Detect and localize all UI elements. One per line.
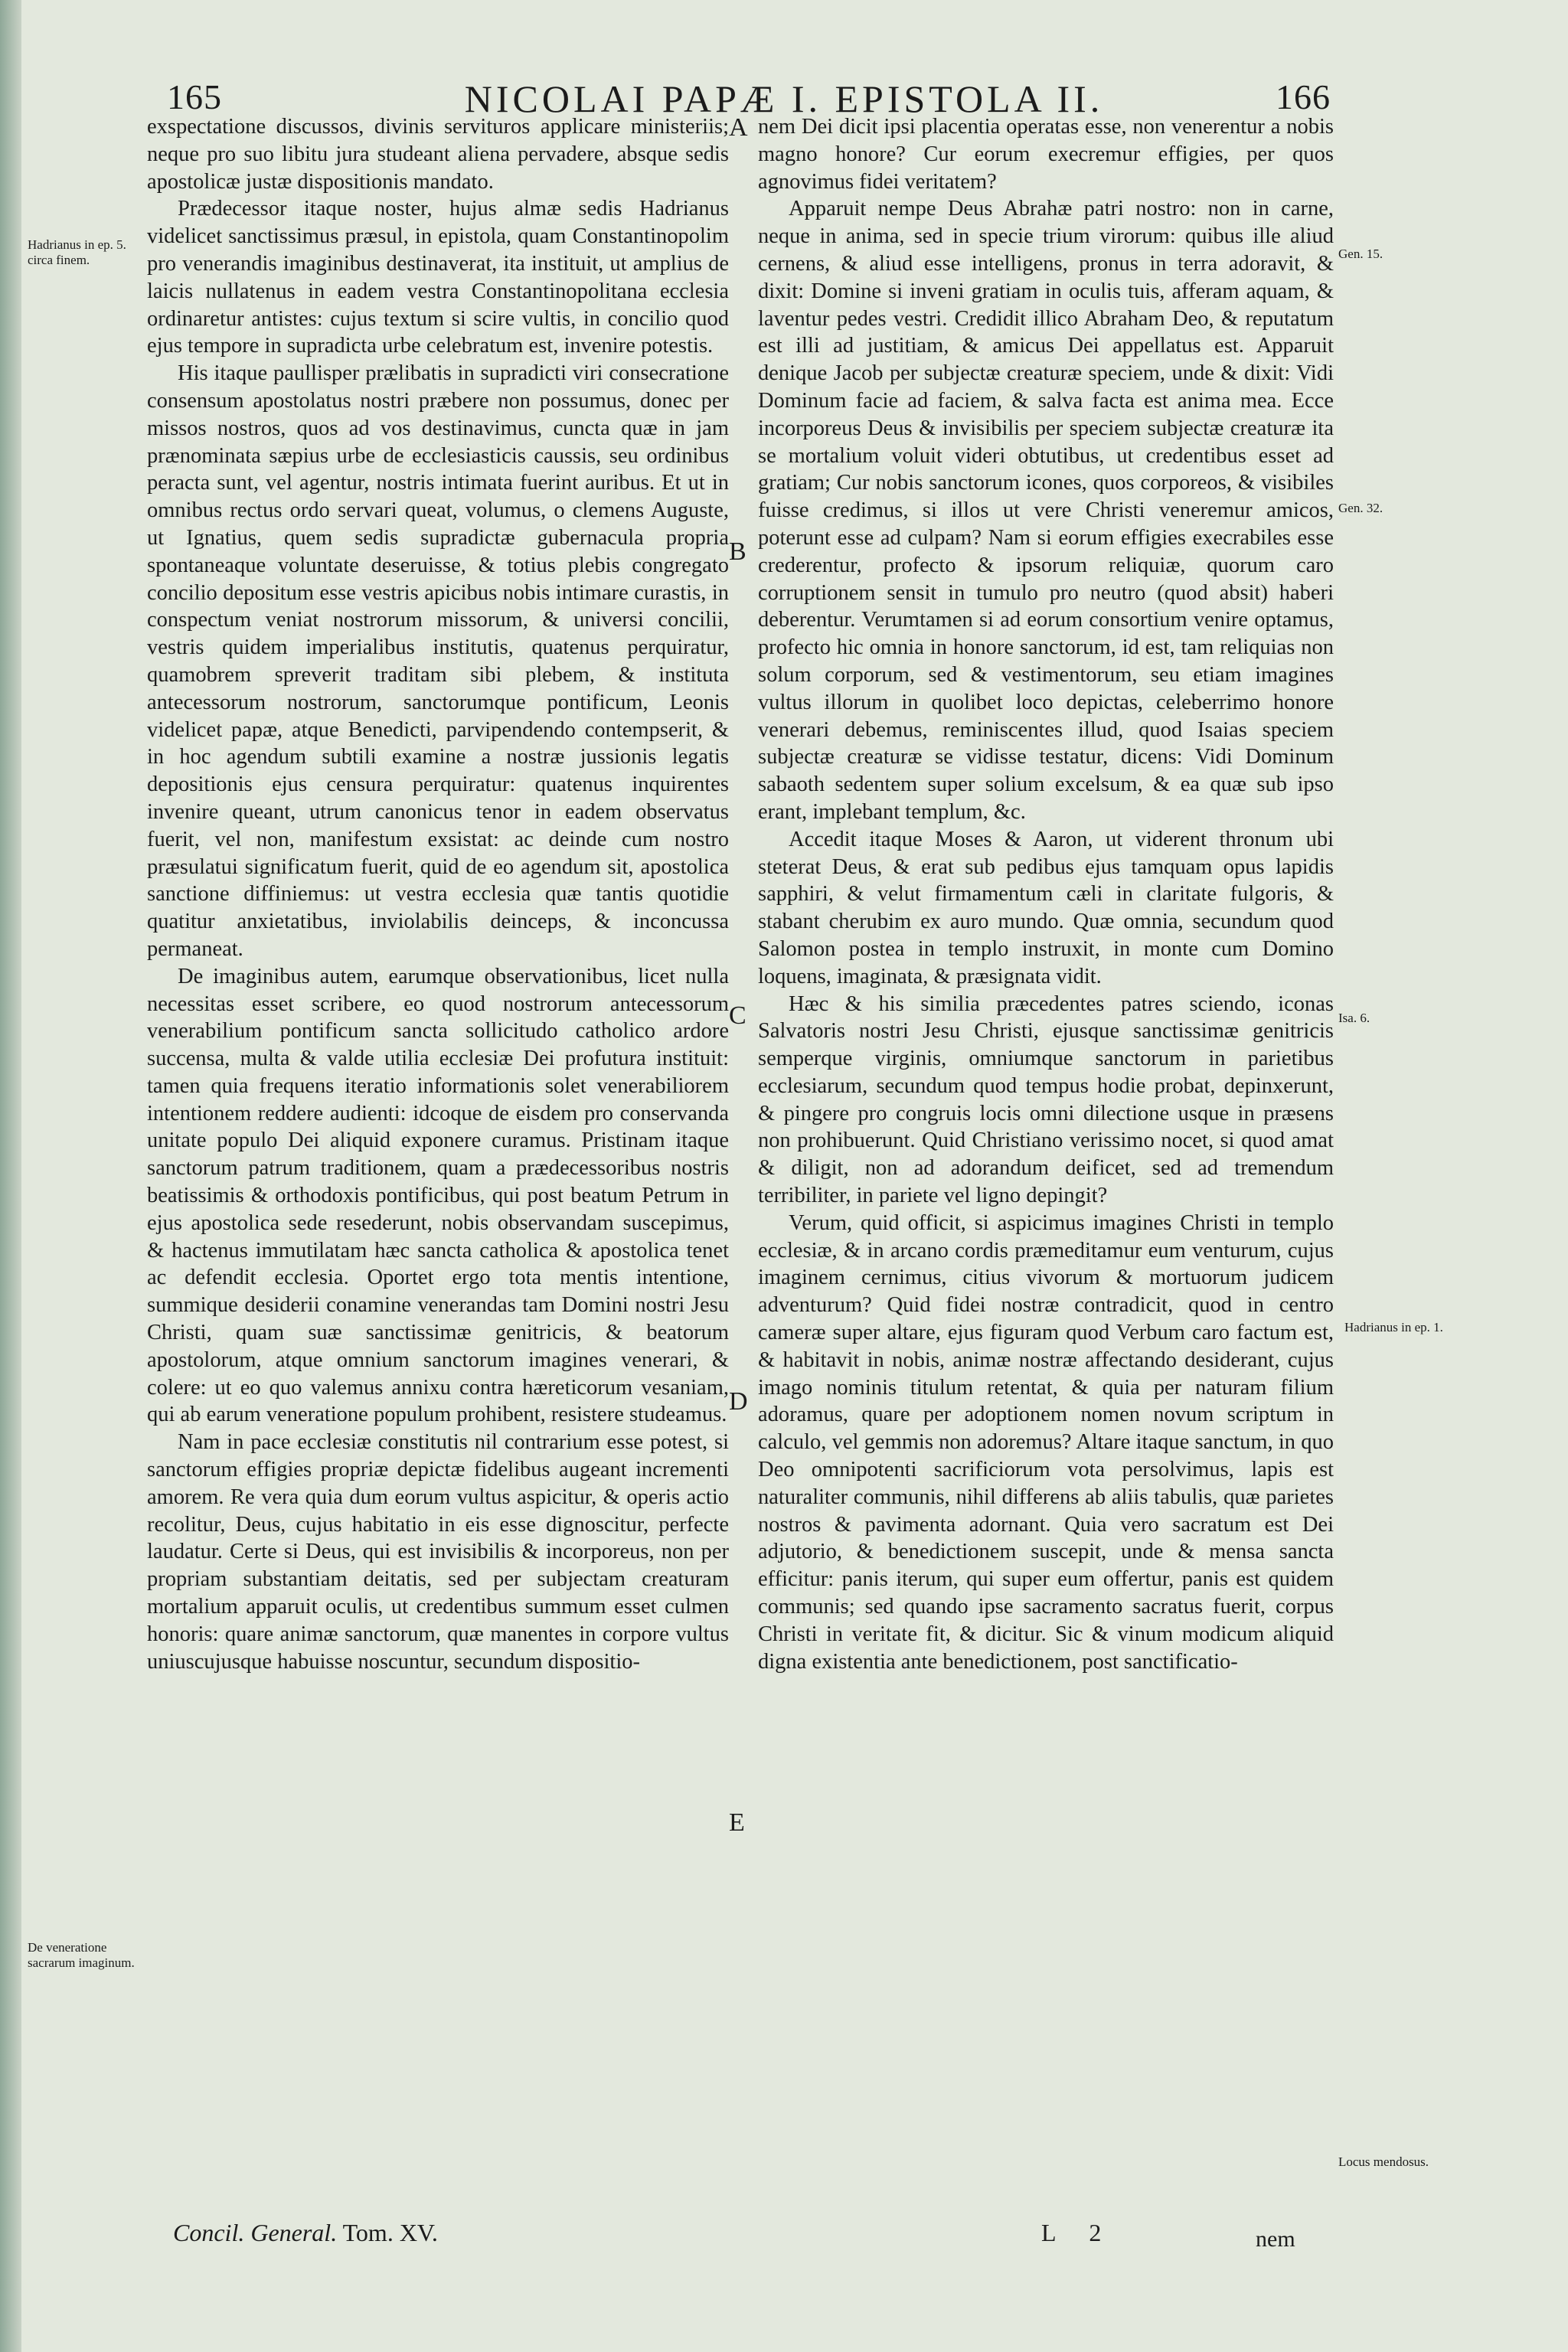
margin-note: Gen. 32. [1338, 501, 1383, 515]
right-column [758, 113, 1334, 1675]
margin-note: Hadrianus in ep. 5. circa finem. [28, 237, 126, 267]
page-number-right: 166 [1276, 77, 1331, 116]
volume-tome: Tom. XV. [342, 2219, 438, 2246]
paragraph: His itaque paullisper prælibatis in supradicti viri consecratione consensum apostolatus nostri præbere non possumus, donec per missos nostros, quos ad vos destinavimus, cuncta quæ in jam prænominata sæpius urbe de ecclesiasticis caussis, seu ordinibus peracta sunt, vel agentur, nostris intimata fuerint auribus. Et ut in omnibus rectus ordo servari queat, volumus, o clemens Auguste, ut Ignatius, quem sedis supradictæ gubernacula propria spontaneaque voluntate deseruisse, & totius plebis congregato concilio depositum esse vestris apicibus nobis intimare curastis, in conspectum veniat nostrorum missorum, & universi concilii, vestris quidem imperialibus institutis, quatenus perquiratur, quamobrem spreverit traditam sibi plebem, & instituta antecessorum nostrorum, sanctorumque pontificum, Leonis videlicet papæ, atque Benedicti, parvipendendo contempserit, & in hoc agendum subtili examine a nostræ jussionis legatis depositionis ejus censura perquiratur: quatenus inquirentes invenire queant, utrum canonicus tenor in eadem observatus fuerit, vel non, manifestum exsistat: ac deinde cum nostro præsulatui significatum fuerit, quid de eo agendum sit, apostolica sanctione diffiniemus: ut vestra ecclesia quæ tantis quotidie quatitur anxietatibus, inviolabilis deinceps, & inconcussa permaneat. [147, 361, 729, 961]
paragraph: Verum, quid officit, si aspicimus imagines Christi in templo ecclesiæ, & in arcano cordis præmeditamur eum venturum, cujus imaginem cernimus, citius vivorum & mortuorum judicem adventurum? Quid fidei nostræ contradicit, quod in centro cameræ super altare, ejus figuram quod Verbum caro factum est, & habitavit in nobis, animæ nostræ affectando desiderant, cujus imago nominis titulum retentat, & quia per naturam filium adoramus, quare per adoptionem nomen novum scriptum in calculo, vel gemmis non adoremus? Altare itaque sanctum, in quo Deo omnipotenti sacrificiorum vota persolvimus, lapis est naturaliter communis, nihil differens ab aliis tabulis, quæ parietes nostros & pavimenta adornant. Quia vero sacratum est Dei adjutorio, & benedictionem suscepit, unde & mensa sancta efficitur: panis iterum, qui super eum offertur, panis est quidem communis; sed quando ipse sacramento sacratus fuerit, corpus Christi in veritate fit, & dicitur. Sic & vinum modicum aliquid digna existentia ante benedictionem, post sanctificatio- [758, 1210, 1334, 1674]
paragraph: De imaginibus autem, earumque observationibus, licet nulla necessitas esset scribere, eo quod nostrorum antecessorum venerabilium pontificum sancta sollicitudo catholico ardore succensa, multa & valde utilia ecclesiæ Dei profutura instituit: tamen quia frequens iteratio informationis solet venerabiliorem intentionem reddere audienti: idcoque de eisdem pro conservanda unitate populo Dei aliquid exponere curamus. Pristinam itaque sanctorum patrum traditionem, quam a prædecessoribus nostris beatissimis & orthodoxis pontificibus, qui post beatum Petrum in ejus apostolica sede resederunt, nobis observandam suscepimus, & hactenus immutilatam hæc sancta catholica & apostolica tenet ac defendit ecclesia. Oportet ergo tota mentis intentione, summique desiderii conamine venerandas tam Domini nostri Jesu Christi, quam suæ sanctissimæ genitricis, & beatorum apostolorum, atque omnium sanctorum imagines venerari, & colere: ut eo quo valemus annixu contra hæreticorum vesaniam, qui ab earum veneratione populum prohibent, resistere studeamus. [147, 964, 729, 1427]
paragraph: Nam in pace ecclesiæ constitutis nil contrarium esse potest, si sanctorum effigies propriæ depictæ fidelibus augeant incrementi amorem. Re vera quia dum eorum vultus aspicitur, & operis actio recolitur, Deus, cujus habitatio in eis esse dignoscitur, perfecte laudatur. Certe si Deus, qui est invisibilis & incorporeus, non per propriam substantiam deitatis, sed per subjectam creaturam mortalium apparuit oculis, ut credentibus summum esset culmen honoris: quare animæ sanctorum, quæ manentes in corpore vultus uniuscujusque habuisse noscuntur, secundum dispositio- [147, 1430, 729, 1674]
volume-reference [173, 2219, 438, 2247]
paragraph: Prædecessor itaque noster, hujus almæ sedis Hadrianus videlicet sanctissimus præsul, in epistola, quam Constantinopolim pro venerandis imaginibus destinaverat, ita instituit, ut amplius de laicis nullatenus in eadem vestra Constantinopolitana ecclesia ordinaretur antistes: cujus textum si scire vultis, in concilio quod ejus tempore in supradicta urbe celebratum est, invenire potestis. [147, 197, 729, 358]
section-letter-b: B [729, 537, 746, 566]
page-number-left: 165 [167, 77, 222, 116]
margin-note: Hadrianus in ep. 1. [1344, 1320, 1443, 1334]
paragraph: Apparuit nempe Deus Abrahæ patri nostro: non in carne, neque in anima, sed in specie trium virorum: quibus ille aliud cernens, & aliud esse intelligens, pronus in terra adoravit, & dixit: Domine si inveni gratiam in oculis tuis, afferam aquam, & laventur pedes vestri. Credidit illico Abraham Deo, & reputatum est illi ad justitiam, & amicus Dei appellatus est. Apparuit denique Jacob per subjectæ creaturæ speciem, unde & dixit: Vidi Dominum facie ad faciem, & salva facta est anima mea. Ecce incorporeus Deus & invisibilis per speciem subjectæ creaturæ ita se mortalium voluit videri obtutibus, ut credentibus esset ad gratiam; Cur nobis sanctorum icones, quos corporeos, & visibiles fuisse credimus, si illos ut vere Christi veneremur amicos, poterunt esse ad culpam? Nam si eorum effigies execrabiles esse crederentur, profecto & ipsorum reliquiæ, quorum caro corruptionem sensit in tumulo pro neutro (quod absit) haberi deberentur. Verumtamen si ad eorum consortium venire optamus, profecto hic omnia in honore sanctorum, id est, tam reliquias non solum corporum, sed & vestimentorum, seu etiam imagines vultus illorum in quolibet loco depictas, celeberrimo honore venerari debemus, reminiscentes illud, quod Isaias speciem subjectæ creaturæ se vidisse testatur, dicens: Vidi Dominum sabaoth sedentem super solium excelsum, & ea quæ sub ipso erant, implebant templum, &c. [758, 197, 1334, 824]
paragraph: nem Dei dicit ipsi placentia operatas esse, non venerentur a nobis magno honore? Cur eorum execremur effigies, per quos agnovimus fidei veritatem? [758, 115, 1334, 194]
margin-note: Locus mendosus. [1338, 2154, 1429, 2169]
section-letter-c: C [729, 1001, 746, 1030]
left-column [147, 113, 729, 1675]
catchword: nem [1256, 2226, 1295, 2252]
paragraph: exspectatione discussos, divinis servituros applicare ministeriis; neque pro suo libitu jura studeant aliena pervadere, absque sedis apostolicæ justæ dispositionis mandato. [147, 115, 729, 194]
page-binding [0, 0, 21, 2352]
page-title: NICOLAI PAPÆ I. EPISTOLA II. [464, 77, 1104, 120]
section-letter-e: E [729, 1808, 745, 1837]
margin-note: Isa. 6. [1338, 1011, 1370, 1025]
paragraph: Hæc & his similia præcedentes patres sciendo, iconas Salvatoris nostri Jesu Christi, ejusque sanctissimæ genitricis semperque virginis, omniumque sanctorum in parietibus ecclesiarum, secundum quod tempus hodie probat, depinxerunt, & pingere pro congruis locis omni dilectione usque in præsens non prohibuerunt. Quid Christiano verissimo nocet, si quod amat & diligit, non ad adorandum deificet, sed ad tremendum terribiliter, in pariete vel ligno depingit? [758, 991, 1334, 1208]
paragraph: Accedit itaque Moses & Aaron, ut viderent thronum ubi steterat Deus, & erat sub pedibus ejus tamquam opus lapidis sapphiri, & velut firmamentum cæli in claritate fulgoris, & stabant cherubim ex auro mundo. Quæ omnia, secundum quod Salomon postea in templo instruxit, in monte cum Domino loquens, imaginata, & præsignata vidit. [758, 827, 1334, 988]
volume-title: Concil. General. [173, 2219, 338, 2246]
signature-mark: L 2 [1041, 2219, 1116, 2246]
section-letter-a: A [729, 113, 748, 142]
margin-note: De veneratione sacrarum imaginum. [28, 1940, 135, 1970]
section-letter-d: D [729, 1387, 748, 1416]
margin-note: Gen. 15. [1338, 247, 1383, 261]
